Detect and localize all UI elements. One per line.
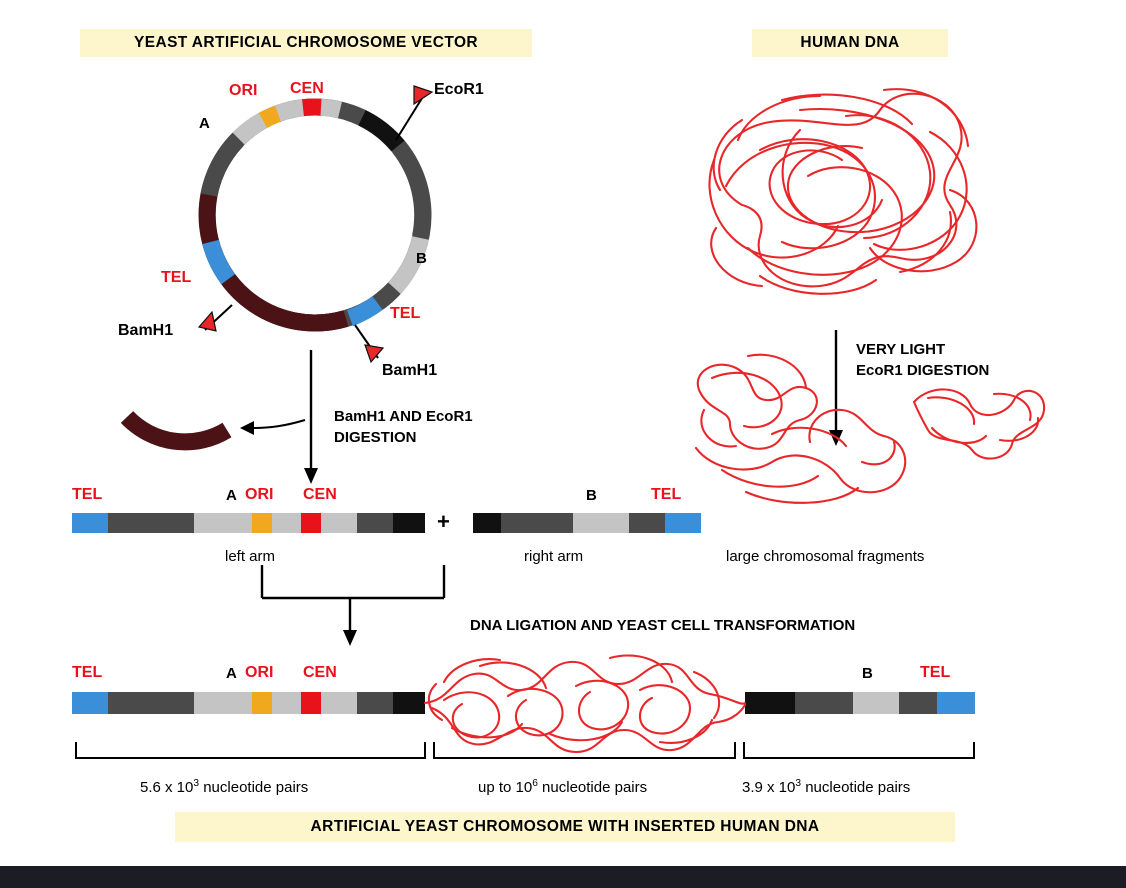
product-left-arm-bar <box>72 692 425 714</box>
vector-marker-a-label: A <box>199 115 210 132</box>
yac-vector-circle <box>207 107 423 323</box>
vector-cen-label: CEN <box>290 80 324 97</box>
bamh1-left-label: BamH1 <box>118 322 174 339</box>
size-left-exponent: 3 <box>193 778 200 789</box>
size-middle-prefix: up to 10 <box>478 779 533 796</box>
very-light-digestion-arrow <box>829 330 843 446</box>
very-light-digestion-line1: VERY LIGHT <box>856 341 946 358</box>
ecor1-label: EcoR1 <box>434 81 484 98</box>
size-right-prefix: 3.9 x 10 <box>742 779 796 796</box>
left-arm-bar <box>72 513 425 533</box>
vector-tel-right-label: TEL <box>390 305 421 322</box>
digestion-step-line2: DIGESTION <box>334 429 417 446</box>
digestion-step-line1: BamH1 AND EcoR1 <box>334 408 473 425</box>
product-ori-label: ORI <box>245 664 274 681</box>
size-right-suffix: nucleotide pairs <box>801 779 911 796</box>
arm-tel-right-label: TEL <box>651 486 682 503</box>
size-left-prefix: 5.6 x 10 <box>140 779 194 796</box>
product-marker-b-label: B <box>862 665 873 682</box>
product-marker-a-label: A <box>226 665 237 682</box>
product-right-arm-bar <box>745 692 975 714</box>
size-right-exponent: 3 <box>795 778 802 789</box>
size-right-label <box>742 778 910 796</box>
discarded-stuffer-fragment <box>127 417 227 442</box>
bamh1-right-label: BamH1 <box>382 362 438 379</box>
size-middle-label <box>478 778 647 796</box>
size-middle-suffix: nucleotide pairs <box>537 779 648 796</box>
stuffer-arrow <box>240 420 305 435</box>
size-brackets <box>76 742 974 758</box>
ligation-bracket <box>262 565 444 646</box>
plus-sign: + <box>437 509 450 534</box>
arm-tel-left-label: TEL <box>72 486 103 503</box>
bamh1-right-site-marker <box>365 345 383 362</box>
human-dna-tangle <box>709 89 976 294</box>
bottom-bar <box>0 866 1126 888</box>
size-left-suffix: nucleotide pairs <box>199 779 309 796</box>
size-left-label <box>140 778 308 796</box>
product-cen-label: CEN <box>303 664 337 681</box>
arm-cen-label: CEN <box>303 486 337 503</box>
arm-marker-b-label: B <box>586 487 597 504</box>
title-artificial-chromosome: ARTIFICIAL YEAST CHROMOSOME WITH INSERTED HUMAN DNA <box>175 812 955 842</box>
product-tel-left-label: TEL <box>72 664 103 681</box>
title-human-dna: HUMAN DNA <box>752 29 948 57</box>
very-light-digestion-line2: EcoR1 DIGESTION <box>856 362 990 379</box>
left-arm-caption: left arm <box>225 548 276 565</box>
arm-marker-a-label: A <box>226 487 237 504</box>
digestion-arrow <box>304 350 318 484</box>
right-arm-bar <box>473 513 701 533</box>
vector-marker-b-label: B <box>416 250 427 267</box>
fragments-caption: large chromosomal fragments <box>726 548 925 565</box>
right-arm-caption: right arm <box>524 548 584 565</box>
arm-ori-label: ORI <box>245 486 274 503</box>
title-yac-vector: YEAST ARTIFICIAL CHROMOSOME VECTOR <box>80 29 532 57</box>
bamh1-left-site-marker <box>199 312 216 331</box>
ecor1-site-marker <box>414 86 432 104</box>
product-tel-right-label: TEL <box>920 664 951 681</box>
size-middle-exponent: 6 <box>532 778 538 789</box>
inserted-human-dna <box>425 655 745 752</box>
vector-ori-label: ORI <box>229 82 258 99</box>
vector-tel-left-label: TEL <box>161 269 192 286</box>
ligation-step-label: DNA LIGATION AND YEAST CELL TRANSFORMATION <box>470 617 856 634</box>
